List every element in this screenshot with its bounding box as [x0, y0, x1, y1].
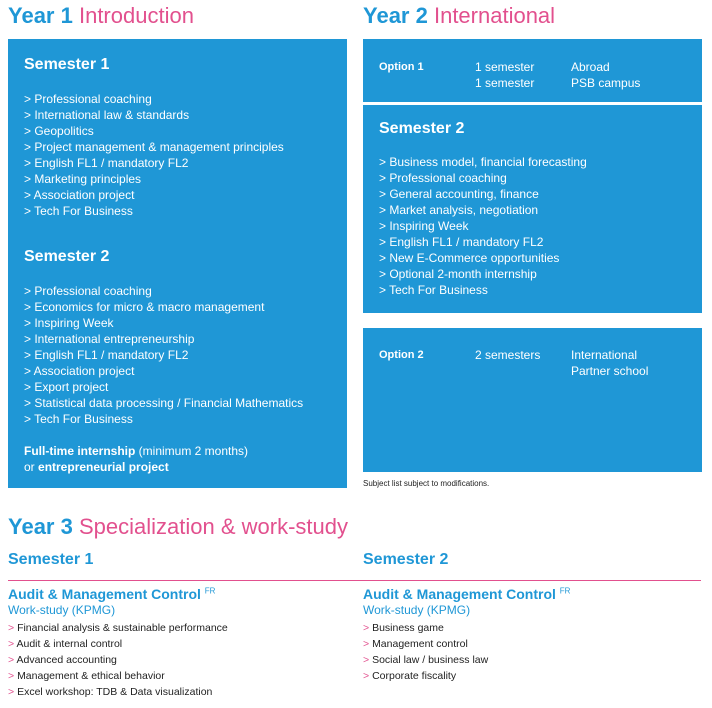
list-item: > Inspiring Week [24, 316, 114, 330]
list-item: > Economics for micro & macro management [24, 300, 265, 314]
list-item: > Professional coaching [24, 92, 152, 106]
year3-sem2-list [363, 620, 488, 684]
list-item: > International entrepreneurship [24, 332, 195, 346]
year1-internship-line [24, 443, 248, 459]
list-item: > Tech For Business [379, 283, 488, 297]
list-item: > Market analysis, negotiation [379, 203, 539, 217]
list-item: > Business model, financial forecasting [379, 155, 587, 169]
list-item: > Advanced accounting [8, 654, 117, 666]
year2-option1-panel [363, 39, 702, 102]
year1-sem1-title: Semester 1 [24, 56, 110, 73]
year2-sem2-panel [363, 105, 702, 313]
list-item: > Optional 2-month internship [379, 267, 537, 281]
year2-option2-panel [363, 328, 702, 472]
year1-sem2-title: Semester 2 [24, 248, 110, 265]
list-item: > Management & ethical behavior [8, 670, 165, 682]
year2-sem2-list [379, 154, 587, 298]
list-item: > Marketing principles [24, 172, 142, 186]
list-item: > International law & standards [24, 108, 190, 122]
year1-label: Year 1 [8, 3, 73, 28]
option2-place-1: International [571, 348, 638, 362]
year3-sem2-title: Semester 2 [363, 551, 449, 568]
divider [8, 580, 701, 581]
list-item: > Association project [24, 364, 135, 378]
list-item: > Excel workshop: TDB & Data visualization [8, 686, 213, 698]
option2-place-2: Partner school [571, 364, 649, 378]
year2-heading [363, 3, 555, 29]
list-item: > Tech For Business [24, 204, 133, 218]
entrepreneurial-bold: entrepreneurial project [38, 460, 169, 474]
list-item: > Association project [24, 188, 135, 202]
list-item: > Financial analysis & sustainable performance [8, 622, 228, 634]
program-tag: FR [559, 586, 571, 596]
program-tag: FR [204, 586, 216, 596]
list-item: > Social law / business law [363, 654, 489, 666]
year2-label: Year 2 [363, 3, 428, 28]
list-item: > Professional coaching [379, 171, 507, 185]
list-item: > Export project [24, 380, 109, 394]
list-item: > English FL1 / mandatory FL2 [379, 235, 544, 249]
list-item: > Project management & management principles [24, 140, 284, 154]
year3-sem2-program: Audit & Management Control $^{FR}$ [363, 586, 571, 602]
internship-bold: Full-time internship [24, 444, 136, 458]
option1-place-1: Abroad [571, 60, 610, 74]
year3-sem1-title: Semester 1 [8, 551, 94, 568]
option1-place-2: PSB campus [571, 76, 641, 90]
year1-panel [8, 39, 347, 488]
internship-rest: (minimum 2 months) [135, 444, 249, 458]
year3-heading [8, 514, 348, 540]
year3-sem1-workstudy: Work-study (KPMG) [8, 603, 116, 617]
list-item: > General accounting, finance [379, 187, 539, 201]
option1-duration-2: 1 semester [475, 76, 535, 90]
list-item: > Business game [363, 622, 444, 634]
option1-label: Option 1 [379, 61, 424, 73]
year3-sem1-program: Audit & Management Control $^{FR}$ [8, 586, 216, 602]
list-item: > Corporate fiscality [363, 670, 457, 682]
list-item: > Geopolitics [24, 124, 94, 138]
option2-label: Option 2 [379, 349, 424, 361]
list-item: > English FL1 / mandatory FL2 [24, 348, 189, 362]
year3-sem1-list [8, 620, 228, 700]
list-item: > English FL1 / mandatory FL2 [24, 156, 189, 170]
or-text: or [24, 460, 39, 474]
year1-title: Introduction [78, 3, 194, 28]
list-item: > Tech For Business [24, 412, 133, 426]
list-item: > Audit & internal control [8, 638, 123, 650]
year1-heading [8, 3, 194, 29]
option2-duration: 2 semesters [475, 348, 541, 362]
year1-sem1-list [24, 91, 284, 219]
list-item: > Statistical data processing / Financial Mathematics [24, 396, 304, 410]
list-item: > Professional coaching [24, 284, 152, 298]
list-item: > New E-Commerce opportunities [379, 251, 560, 265]
year2-sem2-title: Semester 2 [379, 120, 465, 137]
list-item: > Inspiring Week [379, 219, 469, 233]
year1-entrepreneurial-line [24, 459, 169, 475]
year3-sem2-workstudy: Work-study (KPMG) [363, 603, 471, 617]
list-item: > Management control [363, 638, 468, 650]
year2-title: International [433, 3, 556, 28]
year3-label: Year 3 [8, 514, 73, 539]
year3-title: Specialization & work-study [78, 514, 348, 539]
option1-duration-1: 1 semester [475, 60, 535, 74]
modifications-note: Subject list subject to modifications. [363, 479, 490, 488]
year1-sem2-list [24, 283, 303, 427]
